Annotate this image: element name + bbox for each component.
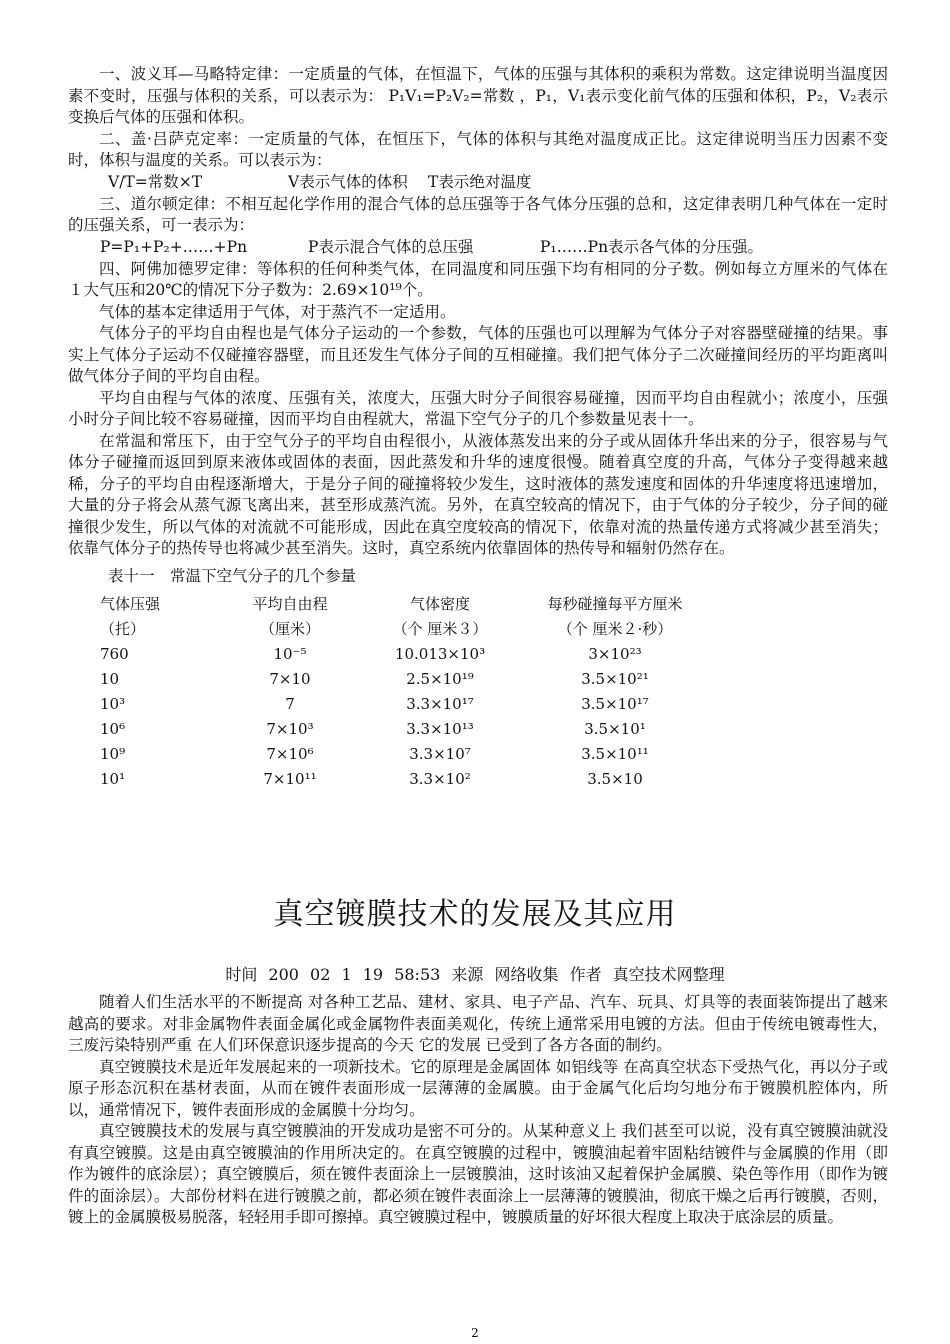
unit-mean-free-path: （厘米） xyxy=(259,620,320,638)
formula-dalton xyxy=(68,237,888,259)
header-density: 气体密度 xyxy=(409,595,470,613)
table-cell: 3.5×10¹ xyxy=(584,719,646,738)
paragraph-vacuum-evaporation: 在常温和常压下，由于空气分子的平均自由程很小，从液体蒸发出来的分子或从固体升华出来的分子，很容易与气体分子碰撞而返回到原来液体或固体的表面，因此蒸发和升华的速度很慢。随着真空度的升高，气体分子变得越来越稀，分子的平均自由程逐渐增大，于是分子间的碰撞将较少发生，这时液体的蒸发速度和固体的升华速度将迅速增加，大量的分子将会从蒸气源飞离出来，甚至形成蒸汽流。另外，在真空较高的情况下，由于气体的分子较少，分子间的碰撞很少发生，所以气体的对流就不可能形成，因此在真空度较高的情况下，依靠对流的热量传递方式将减少甚至消失；依靠气体分子的热传导也将减少甚至消失。这时，真空系统内依靠固体的热传导和辐射仍然存在。 xyxy=(68,431,888,557)
table-row xyxy=(100,691,710,716)
article-title: 真空镀膜技术的发展及其应用 xyxy=(273,897,677,932)
paragraph-mean-free-path-factors: 平均自由程与气体的浓度、压强有关，浓度大，压强大时分子间很容易碰撞，因而平均自由程就小；浓度小，压强小时分子间比较不容易碰撞，因而平均自由程就大，常温下空气分子的几个参数量见表十一。 xyxy=(68,388,888,428)
header-mean-free-path: 平均自由程 xyxy=(252,595,328,613)
article-paragraph: 真空镀膜技术的发展与真空镀膜油的开发成功是密不可分的。从某种意义上 我们甚至可以说，没有真空镀膜油就没有真空镀膜。这是由真空镀膜油的作用所决定的。在真空镀膜的过程中，镀膜油起着牢固粘结镀件与金属膜的作用（即作为镀件的底涂层）；真空镀膜后，须在镀件表面涂上一层镀膜油，这时该油又起着保护金属膜、染色等作用（即作为镀件的面涂层）。大部份材料在进行镀膜之前，都必须在镀件表面涂上一层薄薄的镀膜油，彻底干燥之后再行镀膜，否则，镀上的金属膜极易脱落，轻轻用手即可擦掉。真空镀膜过程中，镀膜质量的好坏很大程度上取决于底涂层的质量。 xyxy=(68,1122,888,1226)
table-cell: 3.5×10 xyxy=(587,769,643,788)
table-cell: 2.5×10¹⁹ xyxy=(406,669,474,688)
document-body-part2 xyxy=(68,992,888,1229)
table-caption: 表十一 常温下空气分子的几个参量 xyxy=(108,566,357,585)
document-body-part1 xyxy=(68,64,888,791)
formula-expression: V/T=常数×T xyxy=(108,172,203,191)
formula-expression: P=P₁+P₂+……+Pn xyxy=(100,237,248,256)
table-cell: 3.3×10¹⁷ xyxy=(406,694,474,713)
table-cell: 10³ xyxy=(100,694,126,713)
paragraph-avogadro-law: 四、阿佛加德罗定律：等体积的任何种类气体，在同温度和同压强下均有相同的分子数。例如每立方厘米的气体在１大气压和20℃的情况下分子数为：2.69×10¹⁹个。 xyxy=(68,259,888,299)
table-cell: 3.5×10¹⁷ xyxy=(581,694,649,713)
paragraph-boyle-law: 一、波义耳—马略特定律：一定质量的气体，在恒温下，气体的压强与其体积的乘积为常数。这定律说明当温度因素不变时，压强与体积的关系，可以表示为： P₁V₁=P₂V₂=常数 ，P₁，V₁表示变化前气体的压强和体积，P₂，V₂表示变换后气体的压强和体积。 xyxy=(68,65,888,126)
table-cell: 760 xyxy=(100,644,129,663)
article-meta: 时间 200 02 1 19 58:53 来源 网络收集 作者 真空技术网整理 xyxy=(225,965,725,984)
formula-gay-lussac xyxy=(68,172,888,194)
table-cell: 7 xyxy=(285,694,295,713)
formula-legend-v: V表示气体的体积 xyxy=(288,172,408,191)
table-units-row xyxy=(100,616,710,641)
table-cell: 3.3×10⁷ xyxy=(409,744,471,763)
table-cell: 3.5×10¹¹ xyxy=(581,744,649,763)
unit-pressure: （托） xyxy=(100,620,146,638)
paragraph-gay-lussac-law: 二、盖·吕萨克定率：一定质量的气体，在恒压下，气体的体积与其绝对温度成正比。这定律说明当压力因素不变时，体积与温度的关系。可以表示为： xyxy=(68,129,888,169)
header-collisions: 每秒碰撞每平方厘米 xyxy=(547,595,683,613)
table-cell: 10⁹ xyxy=(100,744,126,763)
table-row xyxy=(100,716,710,741)
table-header-row xyxy=(100,591,710,616)
table-row xyxy=(100,666,710,691)
table-cell: 7×10³ xyxy=(266,719,314,738)
paragraph-applicability: 气体的基本定律适用于气体，对于蒸汽不一定适用。 xyxy=(99,302,456,321)
formula-legend-pn: P₁……Pn表示各气体的分压强。 xyxy=(540,237,764,256)
table-cell: 10¹ xyxy=(100,769,126,788)
air-molecule-parameter-table xyxy=(100,591,710,791)
formula-legend-p: P表示混合气体的总压强 xyxy=(308,237,474,256)
table-cell: 7×10 xyxy=(269,669,311,688)
table-cell: 10 xyxy=(100,669,120,688)
paragraph-dalton-law: 三、道尔顿定律：不相互起化学作用的混合气体的总压强等于各气体分压强的总和，这定律表明几种气体在一定时的压强关系，可一表示为： xyxy=(68,194,888,234)
header-pressure: 气体压强 xyxy=(100,595,161,613)
table-cell: 7×10⁶ xyxy=(266,744,314,763)
table-cell: 10⁻⁵ xyxy=(273,644,307,663)
table-row xyxy=(100,766,710,791)
table-cell: 3.5×10²¹ xyxy=(581,669,649,688)
unit-density: （个 厘米３） xyxy=(392,620,488,638)
table-cell: 10⁶ xyxy=(100,719,126,738)
formula-legend-t: T表示绝对温度 xyxy=(428,172,532,191)
table-cell: 7×10¹¹ xyxy=(263,769,317,788)
table-cell: 3×10²³ xyxy=(588,644,642,663)
table-row xyxy=(100,741,710,766)
paragraph-mean-free-path: 气体分子的平均自由程也是气体分子运动的一个参数，气体的压强也可以理解为气体分子对容器壁碰撞的结果。事实上气体分子运动不仅碰撞容器壁，而且还发生气体分子间的互相碰撞。我们把气体分子二次碰撞间经历的平均距离叫做气体分子间的平均自由程。 xyxy=(68,324,888,385)
page-number: 2 xyxy=(471,1326,479,1340)
article-paragraph: 随着人们生活水平的不断提高 对各种工艺品、建材、家具、电子产品、汽车、玩具、灯具等的表面装饰提出了越来越高的要求。对非金属物件表面金属化或金属物件表面美观化，传统上通常采用电镀的方法。但由于传统电镀毒性大，三废污染特别严重 在人们环保意识逐步提高的今天 它的发展 已受到了各方各面的制约。 xyxy=(68,993,888,1054)
article-paragraph: 真空镀膜技术是近年发展起来的一项新技术。它的原理是金属固体 如铝线等 在高真空状态下受热气化，再以分子或原子形态沉积在基材表面，从而在镀件表面形成一层薄薄的金属膜。由于金属气化后均匀地分布于镀膜机腔体内，所以，通常情况下，镀件表面形成的金属膜十分均匀。 xyxy=(68,1057,888,1119)
table-row xyxy=(100,641,710,666)
table-cell: 10.013×10³ xyxy=(394,644,486,663)
table-cell: 3.3×10¹³ xyxy=(406,719,474,738)
table-cell: 3.3×10² xyxy=(409,769,471,788)
unit-collisions: （个 厘米２·秒） xyxy=(557,620,673,638)
